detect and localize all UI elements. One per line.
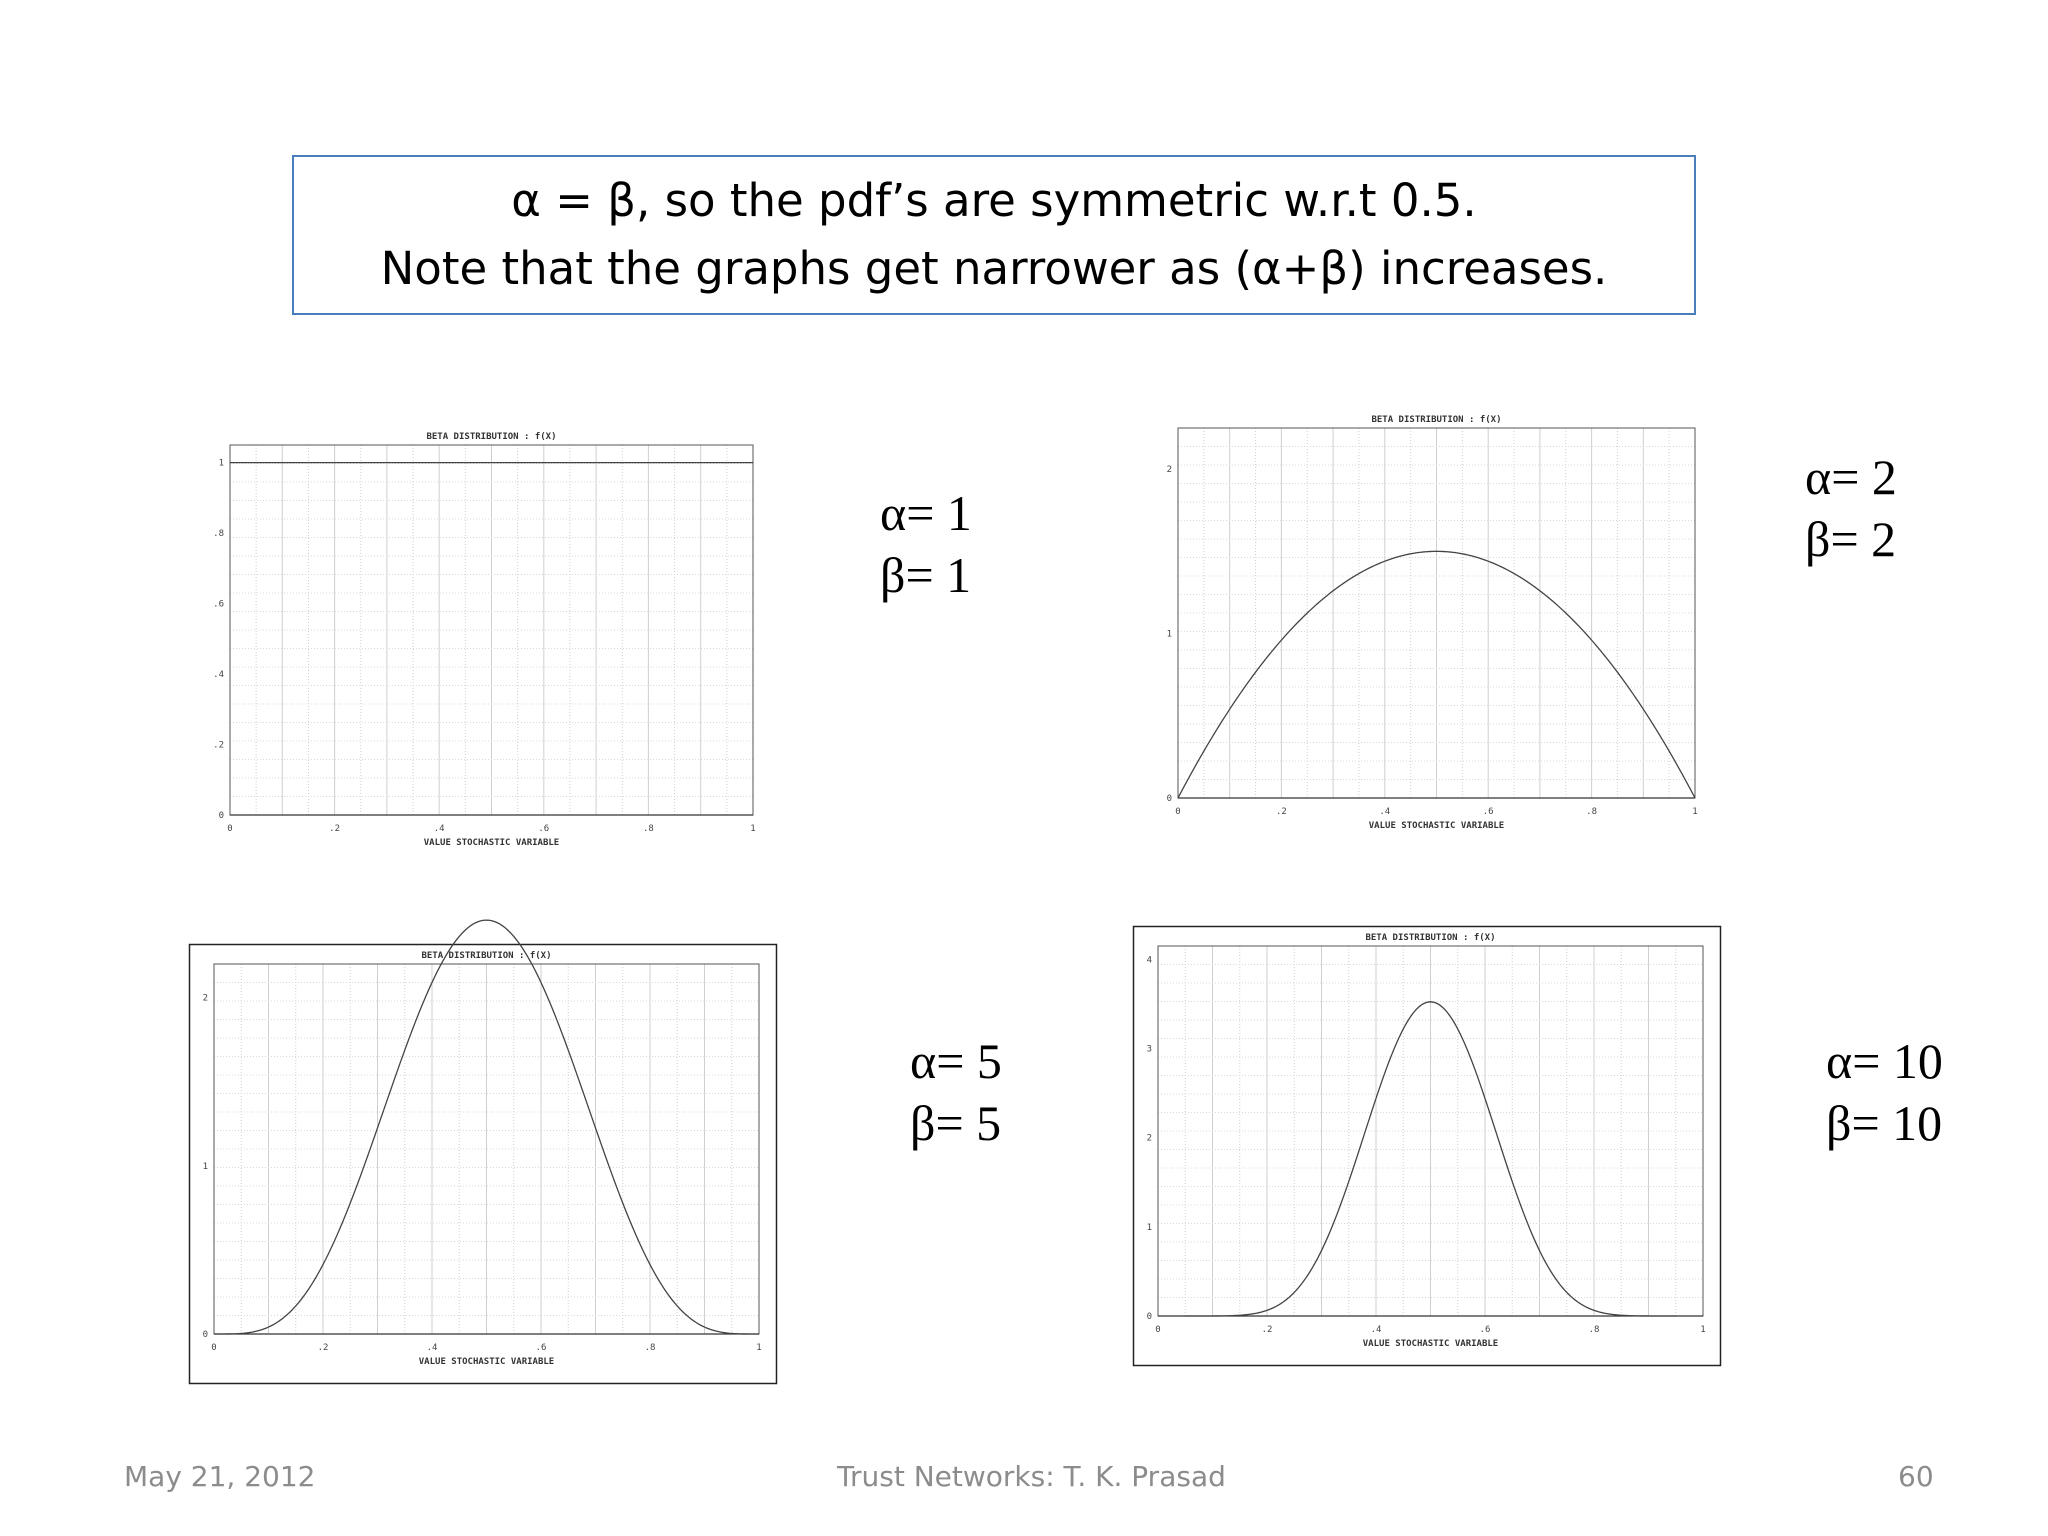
x-tick-label: 0 bbox=[211, 1343, 217, 1353]
y-tick-label: 1 bbox=[1166, 629, 1172, 640]
beta-label: β= 10 bbox=[1826, 1095, 1943, 1151]
beta-label: β= 2 bbox=[1805, 511, 1897, 567]
x-axis-label: VALUE STOCHASTIC VARIABLE bbox=[1362, 1339, 1499, 1349]
x-tick-label: 0 bbox=[1155, 1325, 1161, 1335]
plot-beta-10-10-svg bbox=[1133, 926, 1721, 1366]
y-tick-label: 3 bbox=[1146, 1044, 1152, 1055]
param-label-4 bbox=[1826, 1030, 1943, 1154]
x-tick-label: .8 bbox=[644, 1343, 656, 1353]
x-tick-label: .8 bbox=[1586, 807, 1598, 817]
y-tick-label: 0 bbox=[202, 1330, 208, 1340]
y-tick-label: 0 bbox=[1166, 794, 1172, 804]
plot-beta-1-1 bbox=[185, 425, 775, 870]
alpha-label: α= 1 bbox=[880, 485, 972, 541]
y-tick-label: 1 bbox=[202, 1161, 208, 1172]
y-tick-label: 2 bbox=[202, 993, 208, 1004]
x-tick-label: .2 bbox=[1275, 807, 1287, 817]
alpha-label: α= 5 bbox=[910, 1033, 1002, 1089]
x-tick-label: .6 bbox=[538, 824, 550, 834]
x-tick-label: .8 bbox=[1588, 1325, 1600, 1335]
plot-beta-5-5 bbox=[189, 944, 777, 1384]
footer-page-number: 60 bbox=[1898, 1460, 1934, 1493]
beta-label: β= 1 bbox=[880, 547, 972, 603]
plot-beta-2-2 bbox=[1150, 408, 1715, 853]
alpha-label: α= 10 bbox=[1826, 1033, 1943, 1089]
alpha-label: α= 2 bbox=[1805, 449, 1897, 505]
x-tick-label: .8 bbox=[642, 824, 654, 834]
y-tick-label: .2 bbox=[213, 740, 224, 751]
param-label-2 bbox=[1805, 446, 1897, 570]
x-axis-label: VALUE STOCHASTIC VARIABLE bbox=[1368, 821, 1505, 831]
x-tick-label: .2 bbox=[329, 824, 341, 834]
plot-title: BETA DISTRIBUTION : f(X) bbox=[1365, 933, 1496, 943]
y-tick-label: 0 bbox=[1146, 1312, 1152, 1322]
x-tick-label: 1 bbox=[750, 824, 756, 834]
x-tick-label: 0 bbox=[1175, 807, 1181, 817]
y-tick-label: 0 bbox=[218, 811, 224, 821]
plot-title: BETA DISTRIBUTION : f(X) bbox=[421, 951, 552, 961]
x-tick-label: 1 bbox=[1692, 807, 1698, 817]
x-tick-label: .4 bbox=[1370, 1325, 1382, 1335]
y-tick-label: .4 bbox=[213, 670, 224, 681]
x-tick-label: .6 bbox=[1479, 1325, 1491, 1335]
callout-box bbox=[292, 155, 1696, 315]
footer-date: May 21, 2012 bbox=[124, 1460, 316, 1493]
plot-title: BETA DISTRIBUTION : f(X) bbox=[1371, 415, 1502, 425]
x-tick-label: .2 bbox=[1261, 1325, 1273, 1335]
param-label-1 bbox=[880, 482, 972, 606]
y-tick-label: 1 bbox=[218, 458, 224, 469]
footer-title: Trust Networks: T. K. Prasad bbox=[837, 1460, 1226, 1493]
plot-outer-frame bbox=[1134, 927, 1721, 1366]
x-tick-label: 0 bbox=[227, 824, 233, 834]
x-tick-label: .4 bbox=[433, 824, 445, 834]
y-tick-label: 4 bbox=[1146, 955, 1152, 966]
y-tick-label: 1 bbox=[1146, 1222, 1152, 1233]
plot-title: BETA DISTRIBUTION : f(X) bbox=[426, 432, 557, 442]
x-tick-label: .2 bbox=[317, 1343, 329, 1353]
y-tick-label: 2 bbox=[1166, 465, 1172, 476]
plot-beta-5-5-svg bbox=[189, 944, 777, 1384]
y-tick-label: 2 bbox=[1146, 1133, 1152, 1144]
y-tick-label: .8 bbox=[213, 529, 224, 540]
x-axis-label: VALUE STOCHASTIC VARIABLE bbox=[423, 838, 560, 848]
x-tick-label: .6 bbox=[535, 1343, 547, 1353]
param-label-3 bbox=[910, 1030, 1002, 1154]
x-tick-label: .4 bbox=[1379, 807, 1391, 817]
x-tick-label: 1 bbox=[1700, 1325, 1706, 1335]
x-tick-label: 1 bbox=[756, 1343, 762, 1353]
plot-beta-2-2-svg bbox=[1150, 408, 1715, 853]
callout-line-2: Note that the graphs get narrower as (α+β) increases. bbox=[380, 242, 1608, 295]
x-tick-label: .6 bbox=[1482, 807, 1494, 817]
x-axis-label: VALUE STOCHASTIC VARIABLE bbox=[418, 1357, 555, 1367]
y-tick-label: .6 bbox=[213, 599, 224, 610]
x-tick-label: .4 bbox=[426, 1343, 438, 1353]
plot-beta-1-1-svg bbox=[185, 425, 775, 870]
callout-line-1: α = β, so the pdf’s are symmetric w.r.t 0.5. bbox=[511, 174, 1477, 227]
beta-label: β= 5 bbox=[910, 1095, 1002, 1151]
plot-beta-10-10 bbox=[1133, 926, 1721, 1366]
